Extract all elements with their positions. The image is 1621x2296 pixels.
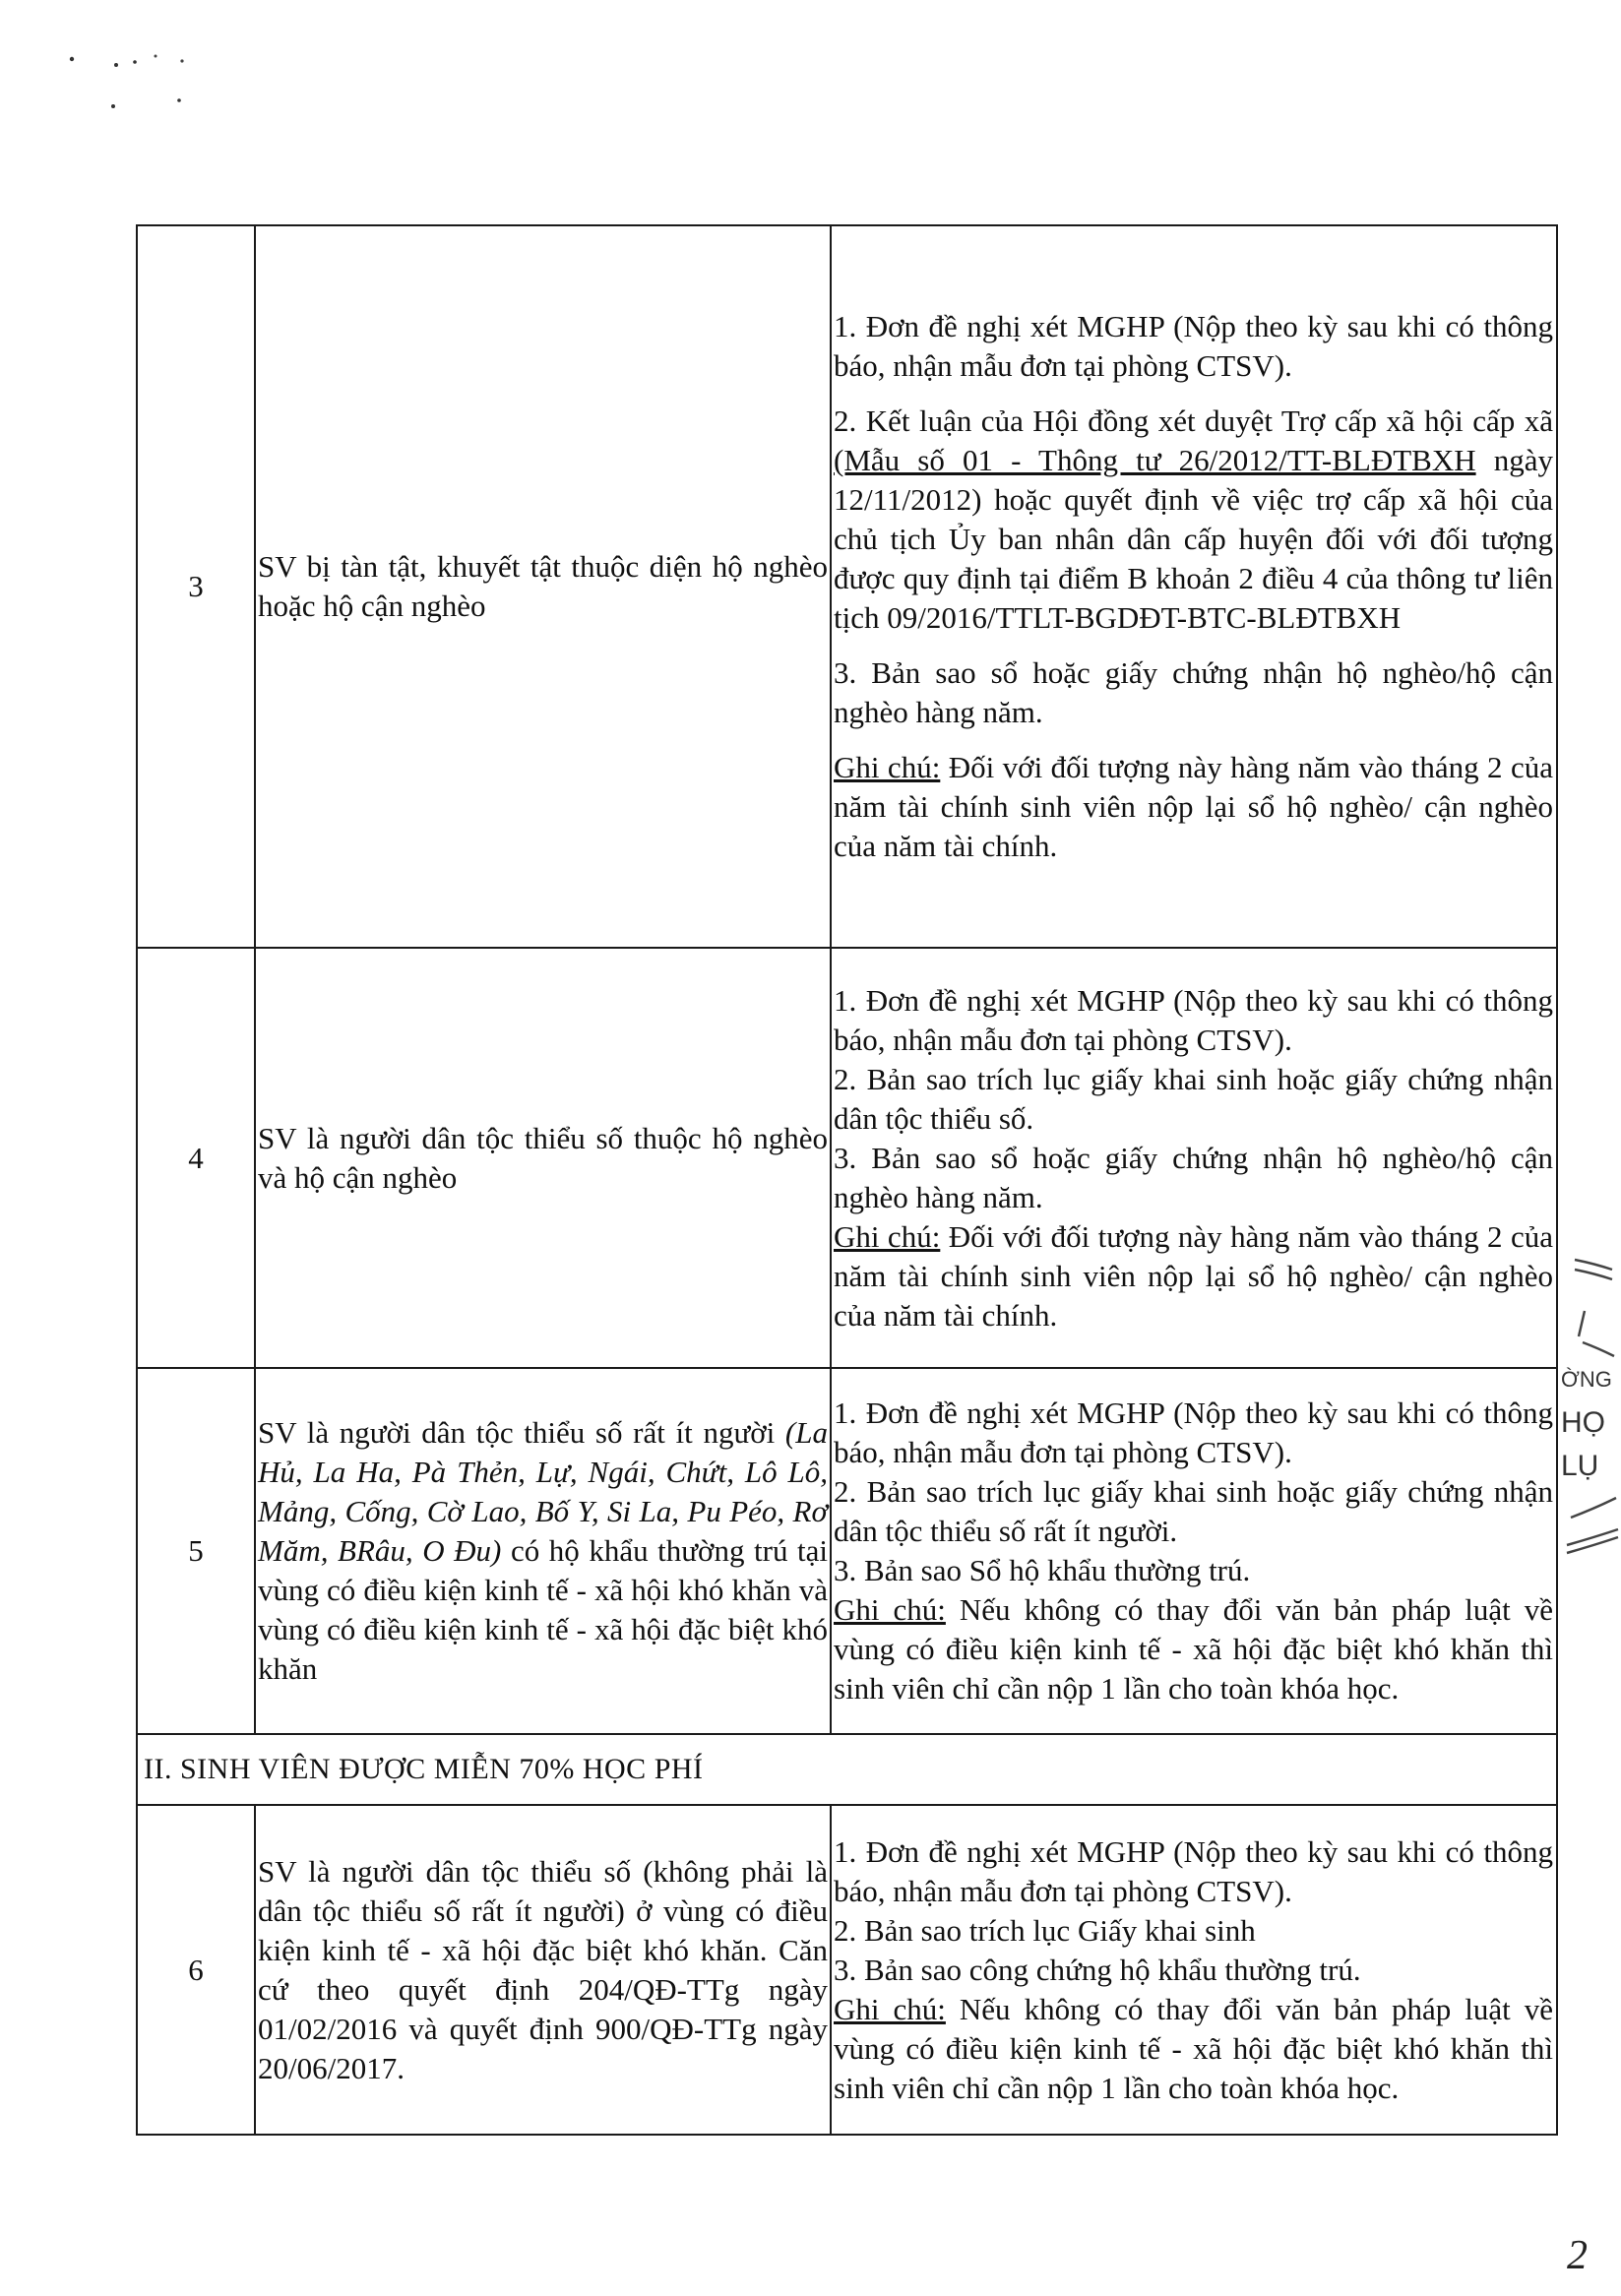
document-item: 1. Đơn đề nghị xét MGHP (Nộp theo kỳ sau khi có thông báo, nhận mẫu đơn tại phòng CTSV). <box>834 982 1553 1057</box>
note-label: Ghi chú: <box>834 750 941 784</box>
stamp-text-3: LỤ <box>1561 1450 1599 1482</box>
row-number: 3 <box>137 225 255 948</box>
document-item: 3. Bản sao sổ hoặc giấy chứng nhận hộ nghèo/hộ cận nghèo hàng năm. <box>834 1140 1553 1214</box>
document-item: 2. Bản sao trích lục giấy khai sinh hoặc giấy chứng nhận dân tộc thiểu số rất ít người. <box>834 1474 1553 1548</box>
document-item: 1. Đơn đề nghị xét MGHP (Nộp theo kỳ sau khi có thông báo, nhận mẫu đơn tại phòng CTSV). <box>834 309 1553 383</box>
document-text: 2. Kết luận của Hội đồng xét duyệt Trợ cấp xã hội cấp xã <box>834 403 1553 438</box>
scan-specks <box>0 0 217 128</box>
object-text: có hộ khẩu thường trú tại vùng có điều kiện kinh tế - xã hội khó khăn và vùng có điều kiện kinh tế - xã hội đặc biệt khó khăn <box>258 1533 828 1686</box>
object-description: SV là người dân tộc thiểu số (không phải là dân tộc thiểu số rất ít người) ở vùng có điều kiện kinh tế - xã hội đặc biệt khó khăn. Căn cứ theo quyết định 204/QĐ-TTg ngày 01/02/2016 và quyết định 900/QĐ-TTg ngày 20/06/2017. <box>255 1805 831 2135</box>
document-item: 3. Bản sao công chứng hộ khẩu thường trú. <box>834 1952 1361 1987</box>
document-item <box>834 402 1553 638</box>
ethnic-groups-list: (La Hủ, La Ha, Pà Thẻn, Lự, Ngái, Chứt, Lô Lô, Mảng, Cống, Cờ Lao, Bố Y, Si La, Pu Péo, Rơ Măm, BRâu, O Đu) <box>258 1415 828 1568</box>
note-label: Ghi chú: <box>834 1592 946 1627</box>
note-label: Ghi chú: <box>834 1218 941 1254</box>
required-documents <box>831 1368 1557 1734</box>
document-item: 1. Đơn đề nghị xét MGHP (Nộp theo kỳ sau khi có thông báo, nhận mẫu đơn tại phòng CTSV). <box>834 1396 1553 1469</box>
section-row <box>137 1734 1557 1805</box>
row-number: 5 <box>137 1368 255 1734</box>
note <box>834 748 1553 866</box>
note-text: Đối với đối tượng này hàng năm vào tháng 2 của năm tài chính sinh viên nộp lại sổ hộ nghèo/ cận nghèo của năm tài chính. <box>834 1218 1554 1333</box>
object-description <box>255 1368 831 1734</box>
object-description: SV bị tàn tật, khuyết tật thuộc diện hộ nghèo hoặc hộ cận nghèo <box>255 225 831 948</box>
object-text: SV là người dân tộc thiểu số rất ít người <box>258 1415 785 1450</box>
note-text: Nếu không có thay đổi văn bản pháp luật về vùng có điều kiện kinh tế - xã hội đặc biệt khó khăn thì sinh viên chỉ cần nộp 1 lần cho toàn khóa học. <box>834 1592 1553 1706</box>
required-documents <box>831 948 1557 1368</box>
note <box>834 1217 1553 1335</box>
note <box>834 1590 1553 1708</box>
document-item: 2. Bản sao trích lục Giấy khai sinh <box>834 1912 1256 1948</box>
document-item: 3. Bản sao sổ hoặc giấy chứng nhận hộ nghèo/hộ cận nghèo hàng năm. <box>834 655 1553 729</box>
required-documents <box>831 225 1557 948</box>
row-number: 6 <box>137 1805 255 2135</box>
object-description: SV là người dân tộc thiểu số thuộc hộ nghèo và hộ cận nghèo <box>255 948 831 1368</box>
document-item: 2. Bản sao trích lục giấy khai sinh hoặc giấy chứng nhận dân tộc thiểu số. <box>834 1061 1553 1136</box>
table-row <box>137 1368 1557 1734</box>
stamp-text-1: ỜNG <box>1561 1367 1612 1392</box>
note-text: Đối với đối tượng này hàng năm vào tháng 2 của năm tài chính sinh viên nộp lại sổ hộ nghèo/ cận nghèo của năm tài chính. <box>834 750 1554 863</box>
page-number: 2 <box>1567 2233 1588 2278</box>
stamp-text-2: HỌ <box>1561 1406 1605 1439</box>
row-number: 4 <box>137 948 255 1368</box>
stamp-stroke-top <box>1561 1250 1620 1358</box>
stamp-stroke-bottom <box>1561 1488 1620 1567</box>
document-item: 3. Bản sao Sổ hộ khẩu thường trú. <box>834 1553 1251 1587</box>
section-heading: II. SINH VIÊN ĐƯỢC MIỄN 70% HỌC PHÍ <box>137 1734 1557 1805</box>
note-label: Ghi chú: <box>834 1991 946 2026</box>
document-text: ngày 12/11/2012) hoặc quyết định về việc trợ cấp xã hội của chủ tịch Ủy ban nhân dân cấp huyện đối với đối tượng được quy định tại điểm B khoản 2 điều 4 của thông tư liên tịch 09/2016/TTLT-BGDĐT-BTC-BLĐTBXH <box>834 443 1553 635</box>
note-text: Nếu không có thay đổi văn bản pháp luật về vùng có điều kiện kinh tế - xã hội đặc biệt khó khăn thì sinh viên chỉ cần nộp 1 lần cho toàn khóa học. <box>834 1991 1553 2105</box>
document-item: 1. Đơn đề nghị xét MGHP (Nộp theo kỳ sau khi có thông báo, nhận mẫu đơn tại phòng CTSV). <box>834 1833 1553 1908</box>
table-row <box>137 1805 1557 2135</box>
note <box>834 1990 1553 2108</box>
stamp-edge <box>1561 1250 1620 1567</box>
table-row <box>137 948 1557 1368</box>
exemption-table <box>136 224 1558 2136</box>
table-row <box>137 225 1557 948</box>
document-reference: (Mẫu số 01 - Thông tư 26/2012/TT-BLĐTBXH <box>834 443 1476 477</box>
required-documents <box>831 1805 1557 2135</box>
